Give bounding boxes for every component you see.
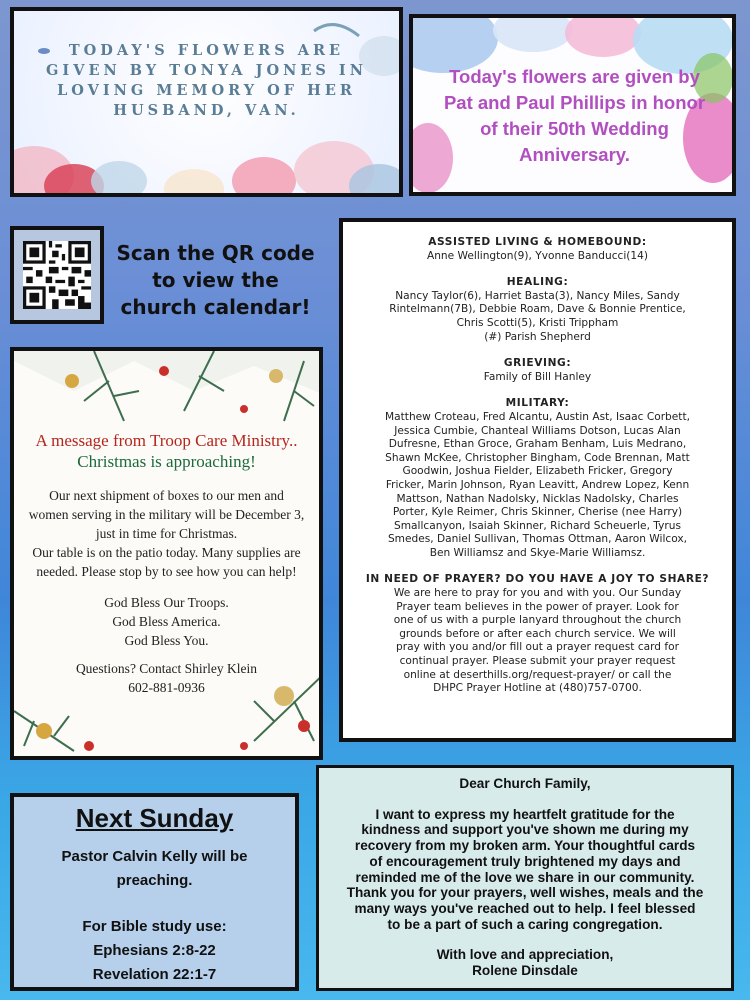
prayer-section-healing <box>353 276 722 344</box>
next-sunday <box>10 793 299 991</box>
section-line: Matthew Croteau, Fred Alcantu, Austin Ast, Isaac Corbett, <box>385 410 690 423</box>
letter-line: kindness and support you've shown me during my <box>361 822 689 838</box>
preacher-line: preaching. <box>116 872 193 889</box>
next-sunday-title: Next Sunday <box>75 803 234 833</box>
section-line: Ben Williamsz and Skye-Marie Williamsz. <box>429 546 646 559</box>
letter-line: Thank you for your prayers, well wishes, meals and the <box>346 885 704 901</box>
body-line: women serving in the military will be December 3, <box>28 507 305 522</box>
study-verse: Revelation 22:1-7 <box>92 966 217 983</box>
qr-instructions <box>108 240 323 321</box>
contact-label: Questions? Contact Shirley Klein <box>75 661 258 676</box>
section-line: Smedes, Daniel Sullivan, Thomas Ottman, Aaron Wilcox, <box>387 533 688 546</box>
section-line: Nancy Taylor(6), Harriet Basta(3), Nancy Miles, Sandy <box>395 289 680 302</box>
body-line: needed. Please stop by to see how you can help! <box>36 564 297 579</box>
letter-line: many ways you've reached out to help. I feel blessed <box>354 900 696 916</box>
letter-line: of encouragement truly brightened my days and <box>369 853 681 869</box>
thank-you-letter <box>316 765 734 991</box>
troop-care-heading: A message from Troop Care Ministry.. <box>35 431 298 450</box>
qr-line: to view the <box>152 268 279 292</box>
section-line: Family of Bill Hanley <box>483 370 592 383</box>
prayer-section-assisted <box>353 236 722 263</box>
section-line: one of us with a purple lanyard throughout the church <box>393 614 682 627</box>
section-line: continual prayer. Please submit your prayer request <box>399 655 676 668</box>
section-line[interactable]: online at deserthills.org/request-prayer/ or call the <box>403 668 672 681</box>
preacher-line: Pastor Calvin Kelly will be <box>61 848 248 865</box>
section-title: IN NEED OF PRAYER? DO YOU HAVE A JOY TO SHARE? <box>365 573 710 586</box>
troop-care-subheading: Christmas is approaching! <box>77 452 256 471</box>
section-line: Fricker, Marin Johnson, Ryan Leavitt, Andrew Lopez, Kenn <box>385 478 690 491</box>
body-line: Our next shipment of boxes to our men and <box>49 488 284 503</box>
letter-salutation: Dear Church Family, <box>459 776 591 791</box>
letter-closing: With love and appreciation, <box>436 947 614 963</box>
body-line: Our table is on the patio today. Many supplies are <box>32 545 301 560</box>
section-line: Smallcanyon, Isaiah Skinner, Richard Scheuerle, Tyrus <box>394 519 681 532</box>
study-verse: Ephesians 2:8-22 <box>93 942 216 959</box>
section-line: Jessica Cumbie, Chanteal Williams Dotson, Lucas Alan <box>394 424 681 437</box>
next-sunday-study <box>24 915 285 987</box>
letter-line: reminded me of the love we share in our community. <box>355 869 695 885</box>
contact-phone[interactable]: 602-881-0936 <box>128 680 205 695</box>
section-line: pray with you and/or fill out a prayer request card for <box>396 641 679 654</box>
flowers-announcement-phillips <box>409 14 736 196</box>
letter-line: to be a part of such a caring congregation. <box>387 916 663 932</box>
letter-line: recovery from my broken arm. Your thoughtful cards <box>354 838 696 854</box>
qr-code-icon <box>23 240 91 310</box>
section-title: MILITARY: <box>505 397 570 410</box>
section-line: (#) Parish Shepherd <box>484 330 591 343</box>
section-line: Chris Scotti(5), Kristi Trippham <box>456 316 619 329</box>
prayer-list <box>339 218 736 742</box>
flowers-text-phillips: Today's flowers are given by Pat and Paul Phillips in honor of their 50th Wedding Anniversary. <box>443 66 706 165</box>
blessing-line: God Bless America. <box>112 614 221 629</box>
prayer-section-military <box>353 397 722 560</box>
body-line: just in time for Christmas. <box>95 526 238 541</box>
troop-care-body <box>20 486 313 581</box>
flowers-announcement-jones <box>10 7 403 197</box>
section-line: Goodwin, Joshua Fielder, Elizabeth Fricker, Gregory <box>402 465 673 478</box>
prayer-section-need <box>353 573 722 695</box>
section-line: Mattson, Nathan Nadolsky, Nicklas Nadolsky, Charles <box>396 492 679 505</box>
qr-line: church calendar! <box>120 295 311 319</box>
section-line: Porter, Kyle Reimer, Chris Skinner, Cherise (nee Harry) <box>392 506 683 519</box>
section-line: grounds before or after each church service. We will <box>399 627 676 640</box>
section-title: ASSISTED LIVING & HOMEBOUND: <box>428 236 647 248</box>
prayer-section-grieving <box>353 357 722 384</box>
section-line: We are here to pray for you and with you. Our Sunday <box>393 587 682 600</box>
qr-code[interactable] <box>10 226 104 324</box>
section-title: GRIEVING: <box>503 357 572 370</box>
blessing-line: God Bless You. <box>124 633 209 648</box>
letter-line: I want to express my heartfelt gratitude for the <box>375 806 675 822</box>
section-line: Anne Wellington(9), Yvonne Banducci(14) <box>426 249 649 262</box>
section-line: Prayer team believes in the power of prayer. Look for <box>396 600 679 613</box>
study-label: For Bible study use: <box>82 918 227 935</box>
section-line: Dufresne, Ethan Groce, Graham Benham, Luis Medrano, <box>388 438 687 451</box>
troop-care-blessings <box>14 593 319 650</box>
section-title: HEALING: <box>506 276 569 289</box>
letter-signature <box>327 947 723 978</box>
letter-signer: Rolene Dinsdale <box>472 963 578 979</box>
next-sunday-preacher <box>24 845 285 893</box>
section-line: Shawn McKee, Christopher Bingham, Code Brennan, Matt <box>385 451 690 464</box>
flowers-text-jones: TODAY'S FLOWERS ARE GIVEN BY TONYA JONES IN LOVING MEMORY OF HER HUSBAND, VAN. <box>46 42 367 119</box>
troop-care-message <box>10 347 323 760</box>
blessing-line: God Bless Our Troops. <box>104 595 229 610</box>
letter-body <box>327 807 723 933</box>
qr-line: Scan the QR code <box>116 241 315 265</box>
troop-care-contact <box>14 659 319 697</box>
section-line: Rintelmann(7B), Debbie Roam, Dave & Bonnie Prentice, <box>389 303 686 316</box>
section-line: DHPC Prayer Hotline at (480)757-0700. <box>433 682 642 695</box>
